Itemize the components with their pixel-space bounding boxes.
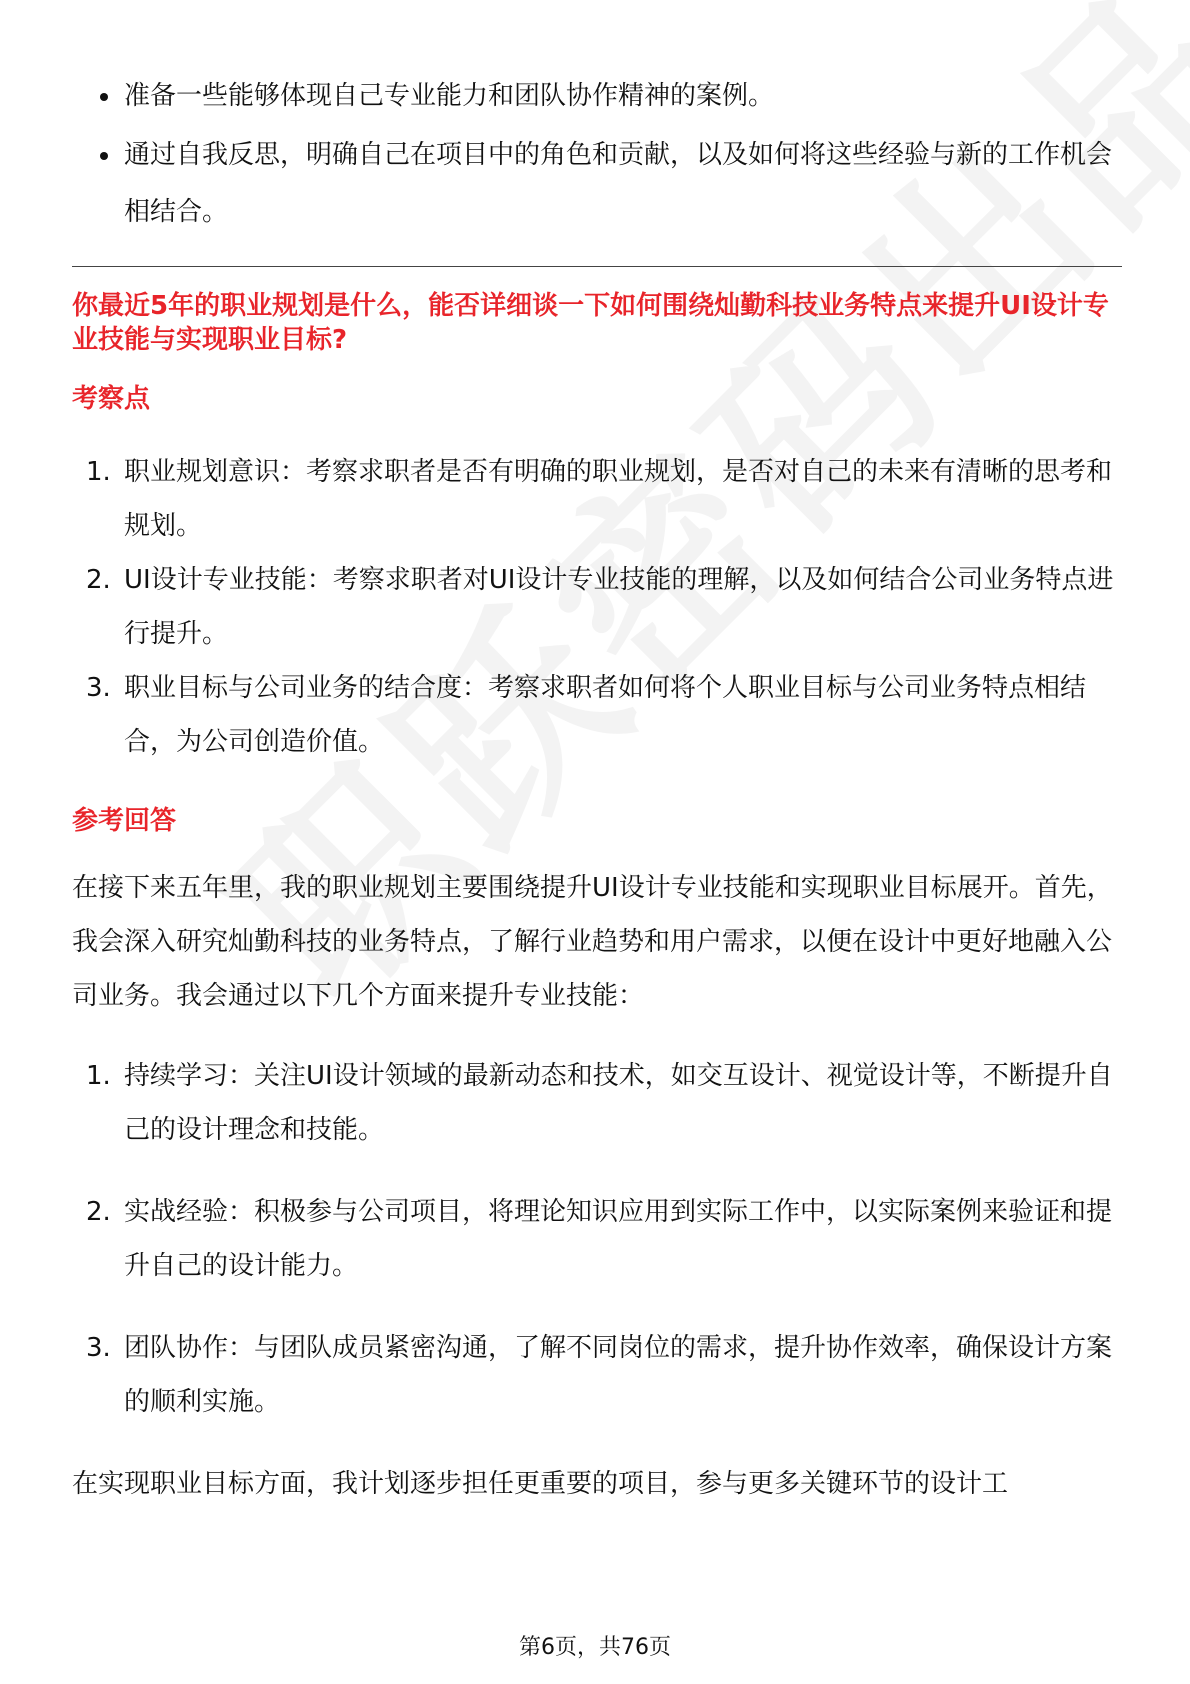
list-number: 1. <box>86 457 111 487</box>
assessment-points-list <box>72 445 1122 769</box>
list-item <box>72 68 1122 125</box>
bullet-dot-icon <box>100 152 108 160</box>
list-number: 2. <box>86 565 111 595</box>
list-number: 3. <box>86 1333 111 1363</box>
list-item <box>72 1185 1122 1293</box>
page-content <box>72 68 1122 1511</box>
tips-bullet-list <box>72 68 1122 241</box>
list-item-text: 持续学习：关注UI设计领域的最新动态和技术，如交互设计、视觉设计等，不断提升自己的设计理念和技能。 <box>124 1061 1113 1145</box>
list-item-text: 职业目标与公司业务的结合度：考察求职者如何将个人职业目标与公司业务特点相结合，为公司创造价值。 <box>124 673 1087 757</box>
list-item-text: UI设计专业技能：考察求职者对UI设计专业技能的理解，以及如何结合公司业务特点进行提升。 <box>124 565 1114 649</box>
list-item-text: 实战经验：积极参与公司项目，将理论知识应用到实际工作中，以实际案例来验证和提升自己的设计能力。 <box>124 1197 1113 1281</box>
list-item <box>72 1049 1122 1157</box>
list-item-text: 通过自我反思，明确自己在项目中的角色和贡献，以及如何将这些经验与新的工作机会相结合。 <box>124 140 1113 227</box>
list-item-text: 职业规划意识：考察求职者是否有明确的职业规划，是否对自己的未来有清晰的思考和规划。 <box>124 457 1113 541</box>
list-item-text: 准备一些能够体现自己专业能力和团队协作精神的案例。 <box>124 81 775 111</box>
answer-tail-paragraph: 在实现职业目标方面，我计划逐步担任更重要的项目，参与更多关键环节的设计工 <box>72 1469 1009 1499</box>
list-item-text: 团队协作：与团队成员紧密沟通，了解不同岗位的需求，提升协作效率，确保设计方案的顺利实施。 <box>124 1333 1113 1417</box>
question-heading: 你最近5年的职业规划是什么，能否详细谈一下如何围绕灿勤科技业务特点来提升UI设计专业技能与实现职业目标? <box>72 291 1109 355</box>
section-title-assessment: 考察点 <box>72 384 151 414</box>
bullet-dot-icon <box>100 93 108 101</box>
answer-intro-paragraph: 在接下来五年里，我的职业规划主要围绕提升UI设计专业技能和实现职业目标展开。首先，我会深入研究灿勤科技的业务特点，了解行业趋势和用户需求，以便在设计中更好地融入公司业务。我会通过以下几个方面来提升专业技能： <box>72 873 1113 1011</box>
list-item <box>72 661 1122 769</box>
list-number: 1. <box>86 1061 111 1091</box>
list-number: 2. <box>86 1197 111 1227</box>
section-title-reference-answer: 参考回答 <box>72 806 177 836</box>
list-item <box>72 1321 1122 1429</box>
list-number: 3. <box>86 673 111 703</box>
list-item <box>72 445 1122 553</box>
list-item <box>72 127 1122 241</box>
page-number-footer: 第6页，共76页 <box>519 1635 671 1660</box>
section-divider <box>72 266 1122 267</box>
list-item <box>72 553 1122 661</box>
answer-items-list <box>72 1049 1122 1429</box>
